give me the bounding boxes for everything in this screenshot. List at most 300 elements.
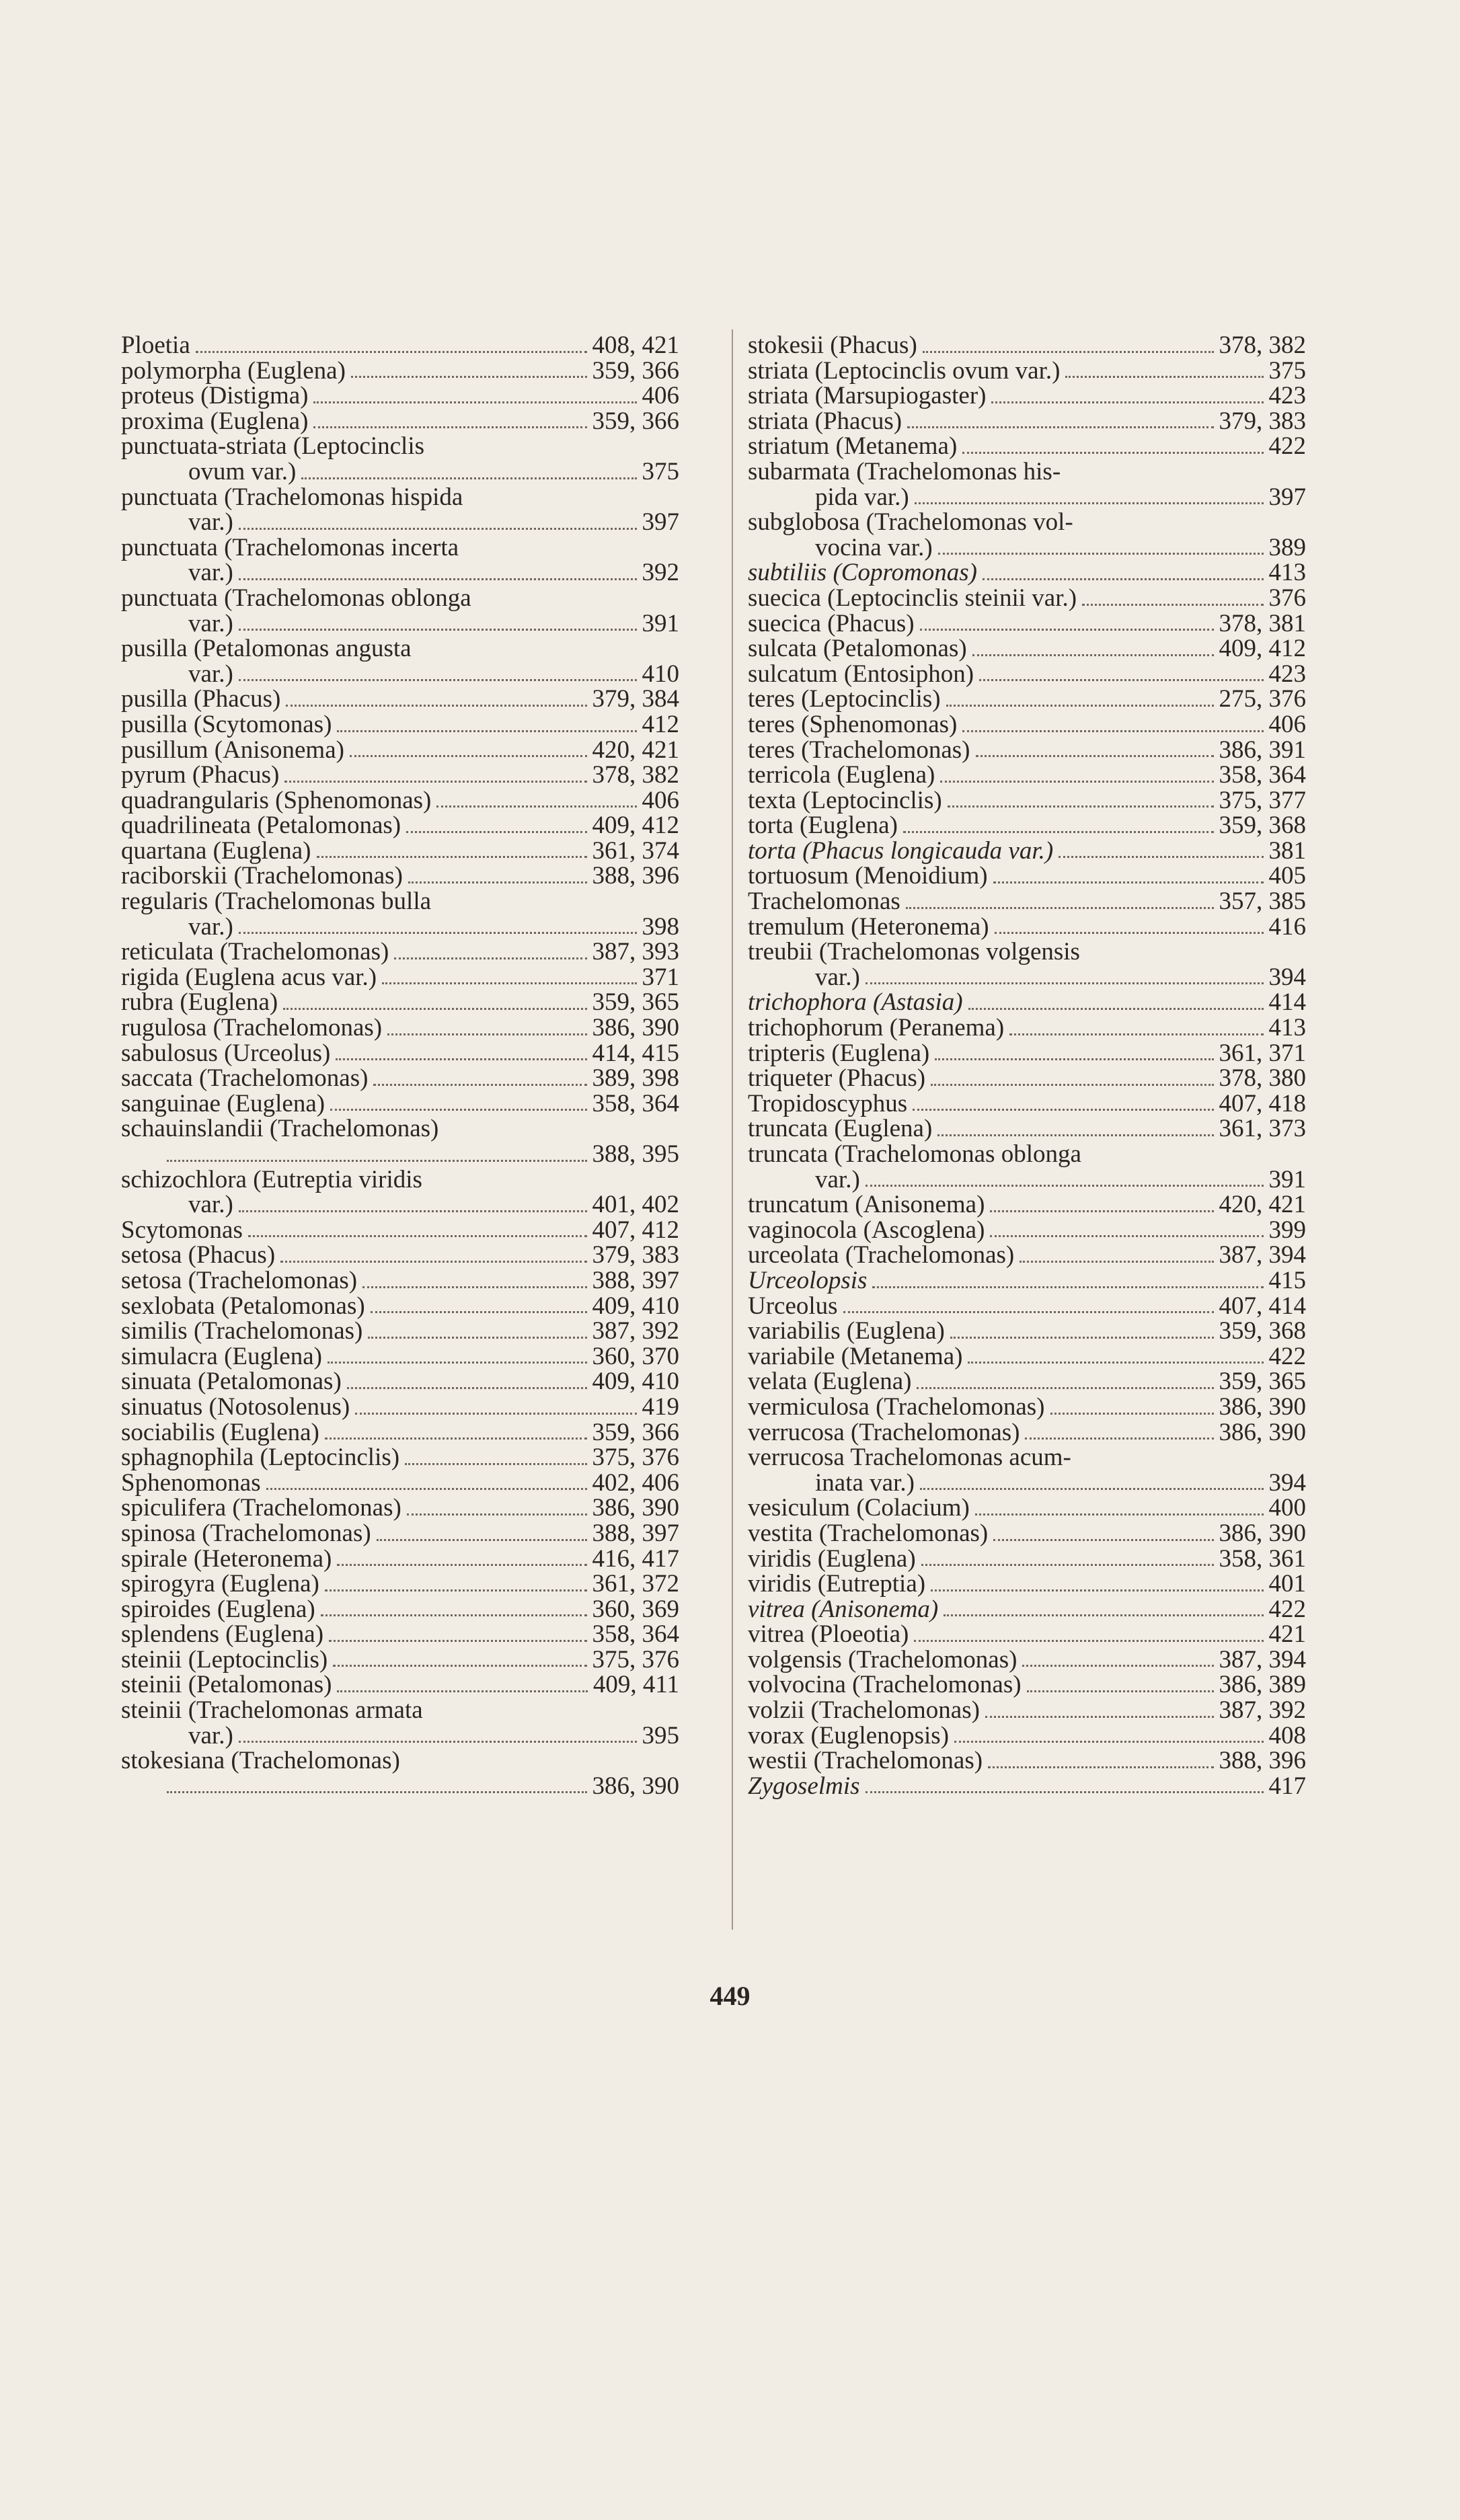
entry-term: Tropidoscyphus xyxy=(748,1089,908,1117)
entry-pages: 405 xyxy=(1268,862,1306,890)
entry-pages: 391 xyxy=(1268,1165,1306,1193)
entry-pages: 386, 390 xyxy=(592,1494,679,1522)
entry-pages: 387, 394 xyxy=(1219,1645,1306,1674)
index-entry xyxy=(748,662,1306,687)
index-entry xyxy=(748,1142,1306,1192)
dot-leader xyxy=(993,1539,1213,1541)
index-entry xyxy=(748,939,1306,990)
entry-term: rigida (Euglena acus var.) xyxy=(121,963,377,991)
dot-leader xyxy=(872,1286,1263,1288)
dot-leader xyxy=(239,932,637,934)
entry-term: suecica (Phacus) xyxy=(748,609,915,637)
index-entry xyxy=(121,762,679,788)
dot-leader xyxy=(239,1210,587,1212)
entry-pages: 387, 392 xyxy=(1219,1696,1306,1725)
dot-leader xyxy=(962,730,1263,732)
entry-term: urceolata (Trachelomonas) xyxy=(748,1241,1015,1269)
entry-term: Trachelomonas xyxy=(748,888,900,916)
dot-leader xyxy=(283,1008,586,1010)
entry-term: steinii (Leptocinclis) xyxy=(121,1645,328,1674)
entry-term: teres (Sphenomonas) xyxy=(748,710,958,738)
index-entry xyxy=(121,1672,679,1698)
dot-leader xyxy=(337,730,636,732)
index-entry xyxy=(121,1091,679,1117)
index-entry xyxy=(121,1445,679,1470)
index-entry xyxy=(748,1041,1306,1066)
dot-leader xyxy=(1059,856,1263,858)
entry-continuation: ovum var.) xyxy=(188,457,297,485)
dot-leader xyxy=(1027,1690,1214,1692)
index-entry xyxy=(121,1748,679,1799)
dot-leader xyxy=(923,351,1214,353)
entry-pages: 389 xyxy=(1268,533,1306,561)
index-entry xyxy=(748,1445,1306,1495)
entry-term: volvocina (Trachelomonas) xyxy=(748,1671,1022,1699)
dot-leader xyxy=(286,705,586,707)
entry-pages: 358, 361 xyxy=(1219,1544,1306,1573)
dot-leader xyxy=(972,654,1214,656)
index-entry xyxy=(121,636,679,686)
entry-term: sanguinae (Euglena) xyxy=(121,1089,325,1117)
entry-term: pusillum (Anisonema) xyxy=(121,736,344,764)
entry-term: rubra (Euglena) xyxy=(121,988,278,1017)
entry-pages: 388, 396 xyxy=(1219,1747,1306,1775)
entry-term: teres (Leptocinclis) xyxy=(748,685,941,713)
entry-continuation: vocina var.) xyxy=(815,533,933,561)
entry-term: vitrea (Ploeotia) xyxy=(748,1620,909,1649)
dot-leader xyxy=(377,1539,587,1541)
entry-pages: 378, 382 xyxy=(1219,331,1306,359)
entry-pages: 388, 397 xyxy=(592,1519,679,1547)
entry-term: Scytomonas xyxy=(121,1216,243,1244)
entry-pages: 388, 397 xyxy=(592,1266,679,1294)
entry-term: vermiculosa (Trachelomonas) xyxy=(748,1392,1045,1421)
entry-term: viridis (Euglena) xyxy=(748,1544,916,1573)
entry-term: striata (Marsupiogaster) xyxy=(748,382,987,410)
dot-leader xyxy=(995,932,1264,934)
dot-leader xyxy=(239,629,637,631)
index-entry xyxy=(121,1521,679,1546)
entry-pages: 392 xyxy=(642,559,679,587)
index-entry xyxy=(121,1318,679,1344)
entry-term: truncata (Trachelomonas oblonga xyxy=(748,1140,1081,1168)
dot-leader xyxy=(328,1362,587,1364)
page-number: 449 xyxy=(709,1981,751,2011)
index-entry xyxy=(748,358,1306,384)
entry-term: punctuata (Trachelomonas oblonga xyxy=(121,584,471,612)
dot-leader xyxy=(968,1362,1263,1364)
entry-pages: 371 xyxy=(642,963,679,991)
index-entry xyxy=(748,1622,1306,1647)
entry-pages: 422 xyxy=(1268,1595,1306,1623)
dot-leader xyxy=(196,351,587,353)
dot-leader xyxy=(907,426,1213,428)
dot-leader xyxy=(351,376,587,378)
entry-pages: 420, 421 xyxy=(1219,1191,1306,1219)
entry-pages: 361, 372 xyxy=(592,1570,679,1598)
entry-term: tripteris (Euglena) xyxy=(748,1039,930,1067)
dot-leader xyxy=(935,1058,1213,1060)
index-entry xyxy=(748,1015,1306,1041)
entry-term: westii (Trachelomonas) xyxy=(748,1747,983,1775)
dot-leader xyxy=(991,401,1263,403)
dot-leader xyxy=(921,1564,1214,1566)
index-entry xyxy=(121,1622,679,1647)
entry-pages: 386, 390 xyxy=(1219,1418,1306,1446)
dot-leader xyxy=(239,1741,637,1743)
entry-pages: 401, 402 xyxy=(592,1191,679,1219)
index-entry xyxy=(748,459,1306,510)
dot-leader xyxy=(1025,1438,1213,1440)
entry-pages: 359, 366 xyxy=(592,356,679,385)
index-entry xyxy=(748,914,1306,940)
entry-pages: 391 xyxy=(642,609,679,637)
index-entry xyxy=(748,1369,1306,1394)
entry-term: variabilis (Euglena) xyxy=(748,1317,945,1345)
entry-term: sinuata (Petalomonas) xyxy=(121,1368,342,1396)
entry-term: punctuata (Trachelomonas incerta xyxy=(121,533,459,561)
entry-term: tremulum (Heteronema) xyxy=(748,912,989,941)
index-entry xyxy=(748,586,1306,611)
entry-pages: 402, 406 xyxy=(592,1468,679,1497)
dot-leader xyxy=(985,1716,1214,1718)
index-entry xyxy=(748,1318,1306,1344)
entry-pages: 361, 371 xyxy=(1219,1039,1306,1067)
entry-pages: 375, 376 xyxy=(592,1444,679,1472)
entry-term: quartana (Euglena) xyxy=(121,836,311,865)
index-entry xyxy=(748,1243,1306,1268)
index-entry xyxy=(748,1344,1306,1370)
entry-pages: 422 xyxy=(1268,1342,1306,1370)
entry-pages: 375, 377 xyxy=(1219,786,1306,814)
dot-leader xyxy=(336,1058,586,1060)
index-entry xyxy=(121,1470,679,1496)
dot-leader xyxy=(866,1185,1264,1187)
entry-term: striata (Phacus) xyxy=(748,407,902,435)
entry-pages: 406 xyxy=(1268,710,1306,738)
entry-term: truncatum (Anisonema) xyxy=(748,1191,985,1219)
dot-leader xyxy=(313,401,636,403)
dot-leader xyxy=(301,477,636,479)
dot-leader xyxy=(948,805,1214,808)
index-entry xyxy=(121,1116,679,1167)
index-entry xyxy=(121,1344,679,1370)
entry-pages: 423 xyxy=(1268,660,1306,688)
entry-pages: 388, 395 xyxy=(592,1140,679,1168)
dot-leader xyxy=(167,1791,587,1793)
dot-leader xyxy=(913,1109,1213,1111)
index-entry xyxy=(748,1647,1306,1673)
index-entry xyxy=(748,1495,1306,1521)
entry-term: triqueter (Phacus) xyxy=(748,1064,926,1093)
index-entry xyxy=(748,383,1306,409)
entry-term: Urceolopsis xyxy=(748,1266,868,1294)
index-entry xyxy=(748,838,1306,864)
index-entry xyxy=(748,990,1306,1015)
index-entry xyxy=(121,738,679,763)
entry-pages: 387, 393 xyxy=(592,938,679,966)
index-entry xyxy=(121,1167,679,1218)
index-entry xyxy=(121,1218,679,1243)
index-entry xyxy=(121,838,679,864)
column-divider xyxy=(732,329,733,1930)
entry-term: verrucosa Trachelomonas acum- xyxy=(748,1444,1071,1472)
entry-pages: 386, 390 xyxy=(592,1014,679,1042)
dot-leader xyxy=(988,1766,1213,1768)
index-entry xyxy=(121,1015,679,1041)
index-entry xyxy=(121,1698,679,1748)
entry-term: quadrangularis (Sphenomonas) xyxy=(121,786,432,814)
entry-pages: 379, 384 xyxy=(592,685,679,713)
index-entry xyxy=(748,738,1306,763)
entry-term: volzii (Trachelomonas) xyxy=(748,1696,980,1725)
dot-leader xyxy=(387,1033,586,1035)
entry-term: pusilla (Petalomonas angusta xyxy=(121,635,412,663)
index-entry xyxy=(121,863,679,889)
dot-leader xyxy=(239,528,637,530)
dot-leader xyxy=(1022,1665,1213,1667)
index-column-left xyxy=(121,333,679,1799)
entry-pages: 375, 376 xyxy=(592,1645,679,1674)
dot-leader xyxy=(436,805,636,808)
entry-pages: 359, 365 xyxy=(592,988,679,1017)
index-entry xyxy=(748,1546,1306,1572)
index-entry xyxy=(121,333,679,358)
index-entry xyxy=(121,1495,679,1521)
index-entry xyxy=(121,586,679,636)
dot-leader xyxy=(968,1008,1264,1010)
dot-leader xyxy=(355,1413,636,1415)
entry-pages: 413 xyxy=(1268,559,1306,587)
entry-continuation: var.) xyxy=(188,1721,233,1749)
entry-continuation: pida var.) xyxy=(815,483,909,511)
entry-pages: 409, 412 xyxy=(592,812,679,840)
entry-continuation: var.) xyxy=(188,912,233,941)
index-entry xyxy=(748,434,1306,459)
dot-leader xyxy=(239,578,637,580)
entry-term: Sphenomonas xyxy=(121,1468,261,1497)
entry-pages: 388, 396 xyxy=(592,862,679,890)
entry-pages: 387, 392 xyxy=(592,1317,679,1345)
entry-continuation: var.) xyxy=(188,660,233,688)
dot-leader xyxy=(915,502,1264,504)
dot-leader xyxy=(347,1387,587,1389)
entry-pages: 386, 390 xyxy=(592,1772,679,1800)
entry-pages: 414, 415 xyxy=(592,1039,679,1067)
entry-pages: 397 xyxy=(642,508,679,537)
index-entry xyxy=(748,1116,1306,1142)
entry-pages: 381 xyxy=(1268,836,1306,865)
entry-pages: 414 xyxy=(1268,988,1306,1017)
index-entry xyxy=(121,686,679,712)
entry-term: terricola (Euglena) xyxy=(748,761,935,789)
entry-pages: 386, 390 xyxy=(1219,1519,1306,1547)
entry-term: sociabilis (Euglena) xyxy=(121,1418,319,1446)
dot-leader xyxy=(993,881,1264,883)
entry-continuation: inata var.) xyxy=(815,1468,915,1497)
entry-pages: 423 xyxy=(1268,382,1306,410)
entry-continuation: var.) xyxy=(815,1165,860,1193)
entry-term: sexlobata (Petalomonas) xyxy=(121,1292,365,1320)
dot-leader xyxy=(362,1286,586,1288)
index-entry xyxy=(748,1268,1306,1294)
index-entry xyxy=(121,1571,679,1597)
entry-pages: 394 xyxy=(1268,1468,1306,1497)
dot-leader xyxy=(371,1311,587,1313)
index-entry xyxy=(748,1091,1306,1117)
dot-leader xyxy=(284,781,586,783)
dot-leader xyxy=(333,1665,586,1667)
dot-leader xyxy=(325,1589,587,1591)
dot-leader xyxy=(382,982,636,984)
index-entry xyxy=(748,1723,1306,1749)
entry-term: volgensis (Trachelomonas) xyxy=(748,1645,1017,1674)
entry-term: subarmata (Trachelomonas his- xyxy=(748,457,1061,485)
index-entry xyxy=(748,762,1306,788)
index-entry xyxy=(121,889,679,939)
entry-term: verrucosa (Trachelomonas) xyxy=(748,1418,1020,1446)
index-entry xyxy=(748,1394,1306,1420)
dot-leader xyxy=(394,957,586,959)
entry-pages: 399 xyxy=(1268,1216,1306,1244)
entry-term: vesiculum (Colacium) xyxy=(748,1494,970,1522)
entry-term: reticulata (Trachelomonas) xyxy=(121,938,389,966)
entry-term: setosa (Phacus) xyxy=(121,1241,276,1269)
dot-leader xyxy=(843,1311,1214,1313)
dot-leader xyxy=(866,1791,1264,1793)
entry-term: spirogyra (Euglena) xyxy=(121,1570,319,1598)
entry-pages: 359, 368 xyxy=(1219,812,1306,840)
entry-term: Zygoselmis xyxy=(748,1772,860,1800)
dot-leader xyxy=(313,426,586,428)
dot-leader xyxy=(1082,604,1263,606)
index-entry xyxy=(121,1041,679,1066)
entry-term: torta (Phacus longicauda var.) xyxy=(748,836,1054,865)
entry-pages: 412 xyxy=(642,710,679,738)
entry-term: polymorpha (Euglena) xyxy=(121,356,346,385)
entry-pages: 401 xyxy=(1268,1570,1306,1598)
entry-pages: 358, 364 xyxy=(592,1620,679,1649)
entry-pages: 394 xyxy=(1268,963,1306,991)
entry-pages: 415 xyxy=(1268,1266,1306,1294)
entry-pages: 413 xyxy=(1268,1014,1306,1042)
entry-term: saccata (Trachelomonas) xyxy=(121,1064,369,1093)
entry-pages: 359, 366 xyxy=(592,1418,679,1446)
entry-term: sinuatus (Notosolenus) xyxy=(121,1392,350,1421)
entry-pages: 386, 390 xyxy=(1219,1392,1306,1421)
entry-pages: 379, 383 xyxy=(1219,407,1306,435)
entry-pages: 419 xyxy=(642,1392,679,1421)
dot-leader xyxy=(950,1337,1214,1339)
dot-leader xyxy=(325,1438,587,1440)
index-entry xyxy=(748,1218,1306,1243)
dot-leader xyxy=(406,831,586,833)
entry-pages: 407, 418 xyxy=(1219,1089,1306,1117)
index-entry xyxy=(121,1647,679,1673)
entry-pages: 410 xyxy=(642,660,679,688)
dot-leader xyxy=(373,1084,586,1086)
entry-term: vestita (Trachelomonas) xyxy=(748,1519,989,1547)
entry-pages: 358, 364 xyxy=(592,1089,679,1117)
entry-pages: 408 xyxy=(1268,1721,1306,1749)
index-entry xyxy=(748,1597,1306,1622)
index-entry xyxy=(748,889,1306,914)
index-entry xyxy=(748,686,1306,712)
index-entry xyxy=(121,712,679,738)
dot-leader xyxy=(407,1513,587,1515)
entry-term: variabile (Metanema) xyxy=(748,1342,963,1370)
index-entry xyxy=(121,358,679,384)
entry-pages: 375 xyxy=(1268,356,1306,385)
dot-leader xyxy=(938,553,1264,555)
entry-pages: 375 xyxy=(642,457,679,485)
entry-term: Ploetia xyxy=(121,331,190,359)
entry-continuation: var.) xyxy=(188,1191,233,1219)
entry-term: subtiliis (Copromonas) xyxy=(748,559,977,587)
dot-leader xyxy=(1009,1033,1263,1035)
entry-pages: 358, 364 xyxy=(1219,761,1306,789)
index-entry xyxy=(748,611,1306,637)
index-entry xyxy=(121,1066,679,1091)
index-entry xyxy=(121,1546,679,1572)
entry-pages: 361, 373 xyxy=(1219,1115,1306,1143)
entry-term: sphagnophila (Leptocinclis) xyxy=(121,1444,400,1472)
entry-pages: 422 xyxy=(1268,432,1306,461)
index-entry xyxy=(748,510,1306,560)
dot-leader xyxy=(330,1109,586,1111)
entry-pages: 386, 391 xyxy=(1219,736,1306,764)
index-entry xyxy=(748,863,1306,889)
dot-leader xyxy=(405,1463,586,1465)
entry-term: tortuosum (Menoidium) xyxy=(748,862,988,890)
entry-term: viridis (Eutreptia) xyxy=(748,1570,926,1598)
entry-pages: 420, 421 xyxy=(592,736,679,764)
entry-term: texta (Leptocinclis) xyxy=(748,786,942,814)
index-column-right xyxy=(748,333,1306,1799)
dot-leader xyxy=(280,1261,586,1263)
index-entry xyxy=(121,990,679,1015)
dot-leader xyxy=(920,629,1214,631)
entry-term: spinosa (Trachelomonas) xyxy=(121,1519,371,1547)
dot-leader xyxy=(866,982,1264,984)
entry-term: punctuata-striata (Leptocinclis xyxy=(121,432,425,461)
entry-pages: 378, 382 xyxy=(592,761,679,789)
index-entry xyxy=(748,1521,1306,1546)
entry-pages: 359, 366 xyxy=(592,407,679,435)
dot-leader xyxy=(931,1084,1213,1086)
entry-term: simulacra (Euglena) xyxy=(121,1342,322,1370)
entry-term: schizochlora (Eutreptia viridis xyxy=(121,1165,422,1193)
entry-pages: 408, 421 xyxy=(592,331,679,359)
entry-term: steinii (Petalomonas) xyxy=(121,1671,332,1699)
entry-term: raciborskii (Trachelomonas) xyxy=(121,862,403,890)
index-entry xyxy=(121,1268,679,1294)
entry-term: stokesiana (Trachelomonas) xyxy=(121,1747,400,1775)
entry-term: vaginocola (Ascoglena) xyxy=(748,1216,985,1244)
dot-leader xyxy=(167,1160,587,1162)
entry-pages: 417 xyxy=(1268,1772,1306,1800)
entry-pages: 407, 412 xyxy=(592,1216,679,1244)
dot-leader xyxy=(944,1614,1263,1616)
entry-continuation: var.) xyxy=(188,508,233,537)
entry-pages: 275, 376 xyxy=(1219,685,1306,713)
index-entry xyxy=(748,1748,1306,1774)
dot-leader xyxy=(239,679,637,681)
entry-pages: 416 xyxy=(1268,912,1306,941)
entry-pages: 395 xyxy=(642,1721,679,1749)
entry-term: pusilla (Scytomonas) xyxy=(121,710,332,738)
entry-term: striata (Leptocinclis ovum var.) xyxy=(748,356,1061,385)
